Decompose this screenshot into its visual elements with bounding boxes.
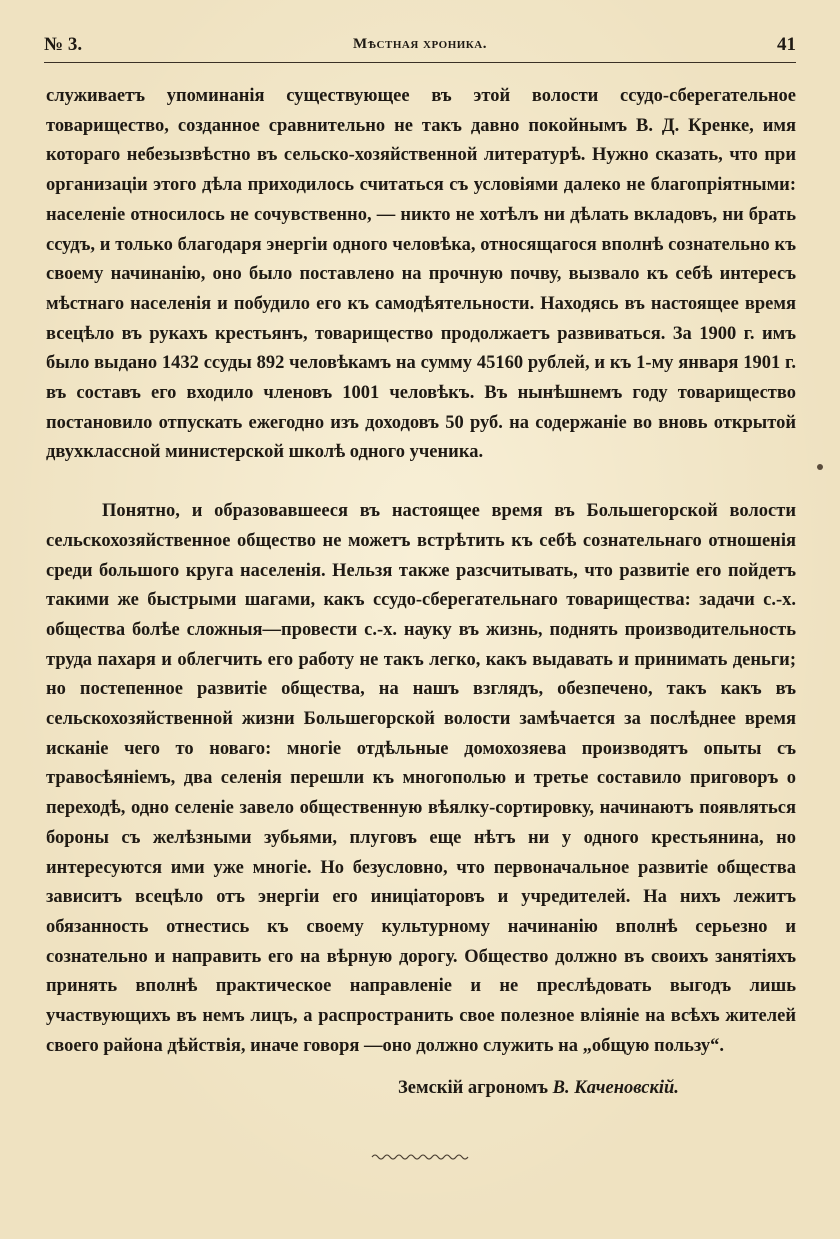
author-name: В. Каченовскій. xyxy=(552,1078,679,1098)
article-body xyxy=(46,82,796,1062)
paragraph-2: Понятно, и образовавшееся въ настоящее время въ Большегорской волости сельскохозяйственное общество не можетъ встрѣтить къ себѣ сознательнаго отношенія среди большого круга населенія. Нельзя также разсчитывать, что развитіе его пойдетъ такими же быстрыми шагами, какъ ссудо-сберегательнаго товарищества: задачи с.-х. общества болѣе сложныя—провести с.-х. науку въ жизнь, поднять производительность труда пахаря и облегчить его работу не такъ легко, какъ выдавать и принимать деньги; но постепенное развитіе общества, на нашъ взглядъ, обезпечено, такъ какъ въ сельскохозяйственной жизни Большегорской волости замѣчается за послѣднее время исканіе чего то новаго: многіе отдѣльные домохозяева производятъ опыты съ травосѣяніемъ, два селенія перешли къ многополью и третье составило приговоръ о переходѣ, одно селеніе завело общественную вѣялку-сортировку, начинаютъ появляться бороны съ желѣзными зубьями, плуговъ еще нѣтъ ни у одного крестьянина, но интересуются ими уже многіе. Но безусловно, что первоначальное развитіе общества зависитъ всецѣло отъ энергіи его иниціаторовъ и учредителей. На нихъ лежитъ обязанность отнестись къ своему культурному начинанію вполнѣ серьезно и сознательно и направить его на вѣрную дорогу. Общество должно въ своихъ занятіяхъ принять вполнѣ практическое направленіе и не преслѣдовать выгодъ лишь участвующихъ въ немъ лицъ, а распространить свое полезное вліяніе на всѣхъ жителей своего района дѣйствія, иначе говоря —оно должно служить на „общую пользу“. xyxy=(46,501,796,1056)
ink-spot xyxy=(817,464,823,470)
end-ornament-divider xyxy=(370,1150,470,1164)
header-rule xyxy=(44,62,796,63)
paragraph-1: служиваетъ упоминанія существующее въ этой волости ссудо-сберегательное товарищество, созданное сравнительно не такъ давно покойнымъ В. Д. Кренке, имя котораго небезызвѣстно въ сельско-хозяйственной литературѣ. Нужно сказать, что при организаціи этого дѣла приходилось считаться съ условіями далеко не благопріятными: населеніе относилось не сочувственно, — никто не хотѣлъ ни дѣлать вкладовъ, ни брать ссудъ, и только благодаря энергіи одного человѣка, относящагося вполнѣ сознательно къ своему начинанію, оно было поставлено на прочную почву, вызвало къ себѣ интересъ мѣстнаго населенія и побудило его къ самодѣятельности. Находясь въ настоящее время всецѣло въ рукахъ крестьянъ, товарищество продолжаетъ развиваться. За 1900 г. имъ было выдано 1432 ссуды 892 человѣкамъ на сумму 45160 рублей, и къ 1-му января 1901 г. въ составъ его входило членовъ 1001 человѣкъ. Въ нынѣшнемъ году товарищество постановило отпускать ежегодно изъ доходовъ 50 руб. на содержаніе во вновь открытой двухклассной министерской школѣ одного ученика. xyxy=(46,86,796,463)
author-signature xyxy=(398,1078,679,1099)
author-title: Земскій агрономъ xyxy=(398,1078,549,1098)
issue-number: № 3. xyxy=(44,34,83,55)
section-title: Мѣстная хроника. xyxy=(353,36,487,52)
page-number: 41 xyxy=(777,34,796,55)
running-header xyxy=(44,30,796,62)
